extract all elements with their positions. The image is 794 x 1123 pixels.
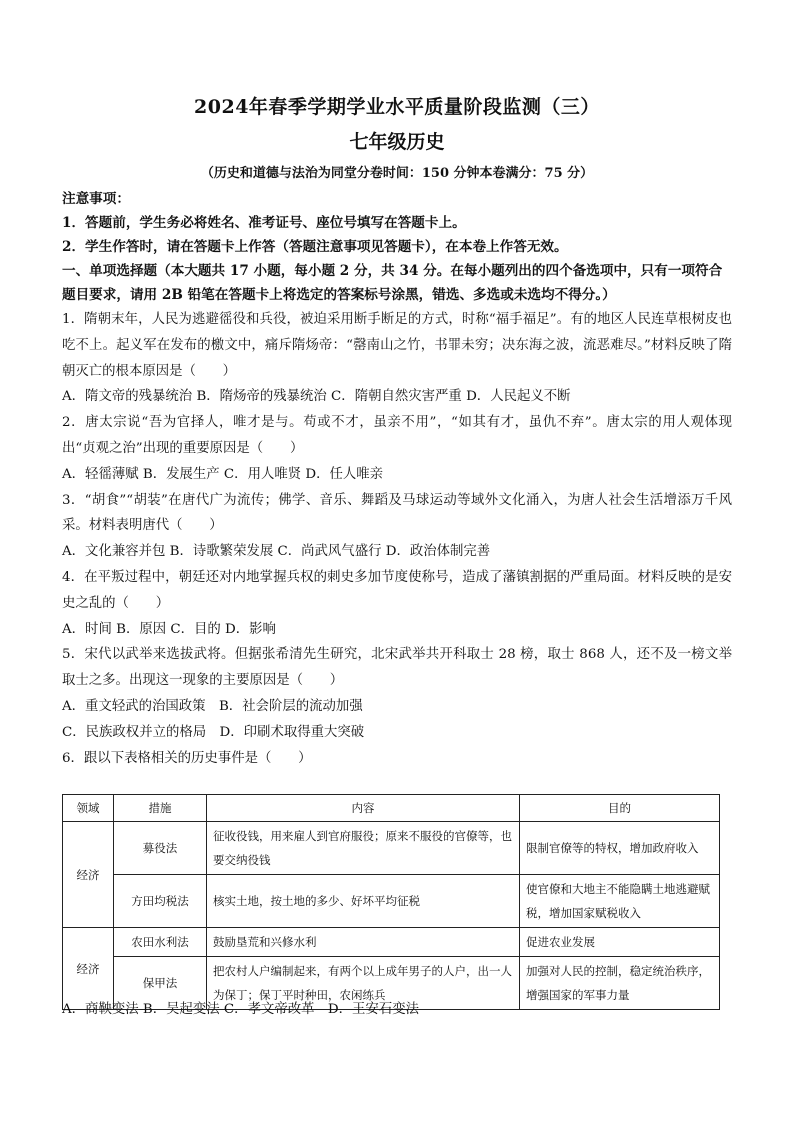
table-header: 领域 [63, 795, 114, 822]
table-purpose-cell: 加强对人民的控制，稳定统治秩序，增强国家的军事力量 [520, 957, 720, 1010]
question-options: C．民族政权并立的格局 D．印刷术取得重大突破 [62, 724, 365, 740]
table-header: 内容 [207, 795, 520, 822]
note-item: 1．答题前，学生务必将姓名、准考证号、座位号填写在答题卡上。 [62, 215, 466, 231]
table-purpose-cell: 使官僚和大地主不能隐瞒土地逃避赋税，增加国家赋税收入 [520, 875, 720, 928]
question-stem: 6．跟以下表格相关的历史事件是（ ） [62, 750, 312, 766]
question-options: A．重文轻武的治国政策 B．社会阶层的流动加强 [62, 698, 363, 714]
question-stem: 3．“胡食”“胡装”在唐代广为流传；佛学、音乐、舞蹈及马球运动等域外文化涌入，为唐人社会生活增添万千风采。材料表明唐代（ ） [62, 492, 732, 534]
table-measure-cell: 募役法 [114, 822, 207, 875]
table-header: 目的 [520, 795, 720, 822]
exam-title: 2024年春季学期学业水平质量阶段监测（三） [194, 96, 600, 118]
exam-subtitle: 七年级历史 [349, 131, 445, 153]
table-measure-cell: 保甲法 [114, 957, 207, 1010]
reform-table [62, 794, 720, 1010]
exam-page [62, 92, 732, 771]
table-content-cell: 核实土地，按土地的多少、好坏平均征税 [207, 875, 520, 928]
question-stem: 1．隋朝末年，人民为逃避徭役和兵役，被迫采用断手断足的方式，时称“福手福足”。有的地区人民连草根树皮也吃不上。起义军在发布的檄文中，痛斥隋炀帝：“罄南山之竹，书罪未穷；决东海之波，流恶难尽。”材料反映了隋朝灭亡的根本原因是（ ） [62, 312, 732, 379]
table-content-cell: 鼓励垦荒和兴修水利 [207, 928, 520, 957]
table-measure-cell: 方田均税法 [114, 875, 207, 928]
table-purpose-cell: 促进农业发展 [520, 928, 720, 957]
table-domain-cell: 经济 [63, 928, 114, 1010]
section-heading: 一、单项选择题（本大题共 17 小题，每小题 2 分，共 34 分。在每小题列出的四个备选项中，只有一项符合题目要求，请用 2B 铅笔在答题卡上将选定的答案标号涂黑，错选、多选或未选均不得分。） [62, 263, 723, 303]
table-row [63, 928, 720, 957]
table-domain-cell: 经济 [63, 822, 114, 928]
table-header: 措施 [114, 795, 207, 822]
notes-heading: 注意事项： [62, 191, 130, 207]
question-options: A．隋文帝的残暴统治 B．隋炀帝的残暴统治 C．隋朝自然灾害严重 D．人民起义不断 [62, 389, 571, 405]
question-stem: 5．宋代以武举来选拔武将。但据张希清先生研究，北宋武举共开科取士 28 榜，取士 868 人，还不及一榜文举取士之多。出现这一现象的主要原因是（ ） [62, 647, 732, 689]
table-content-cell: 把农村人户编制起来，有两个以上成年男子的人户，出一人为保丁；保丁平时种田，农闲练兵 [207, 957, 520, 1010]
table-content-cell: 征收役钱，用来雇人到官府服役；原来不服役的官僚等，也要交纳役钱 [207, 822, 520, 875]
question-options: A．商鞅变法 B．吴起变法 C．孝文帝改革 D．王安石变法 [62, 1002, 419, 1017]
note-item: 2．学生作答时，请在答题卡上作答（答题注意事项见答题卡），在本卷上作答无效。 [62, 239, 568, 255]
table-measure-cell: 农田水利法 [114, 928, 207, 957]
question-options: A．文化兼容并包 B．诗歌繁荣发展 C．尚武风气盛行 D．政治体制完善 [62, 544, 491, 560]
question-stem: 2．唐太宗说“吾为官择人，唯才是与。苟或不才，虽亲不用”，“如其有才，虽仇不弃”。唐太宗的用人观体现出“贞观之治”出现的重要原因是（ ） [62, 415, 732, 456]
exam-meta: （历史和道德与法治为同堂分卷时间：150 分钟本卷满分：75 分） [200, 166, 594, 181]
table-header-row [63, 795, 720, 822]
question-options: A．轻徭薄赋 B．发展生产 C．用人唯贤 D．任人唯亲 [62, 466, 384, 482]
question-stem: 4．在平叛过程中，朝廷还对内地掌握兵权的刺史多加节度使称号，造成了藩镇割据的严重局面。材料反映的是安史之乱的（ ） [62, 569, 732, 611]
table-row [63, 822, 720, 875]
question-options: A．时间 B．原因 C．目的 D．影响 [62, 621, 276, 637]
table-purpose-cell: 限制官僚等的特权，增加政府收入 [520, 822, 720, 875]
table-row [63, 875, 720, 928]
